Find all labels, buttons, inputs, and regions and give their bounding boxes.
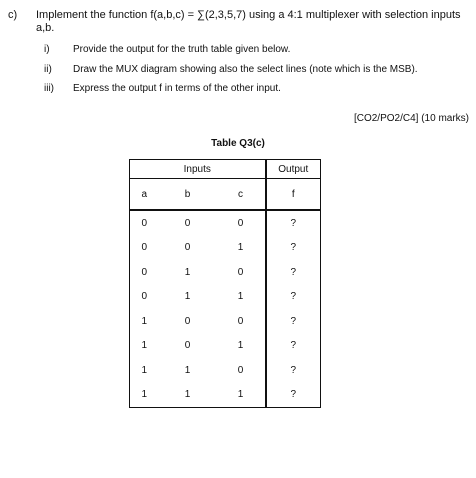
- cell-f: ?: [266, 260, 321, 285]
- subpart-1-text: Provide the output for the truth table given below.: [73, 44, 291, 55]
- cell-f: ?: [266, 358, 321, 383]
- cell-c: 0: [237, 217, 244, 229]
- cell-c: 0: [237, 266, 244, 278]
- table-row: [130, 358, 321, 383]
- cell-a: 1: [130, 334, 159, 359]
- truth-table: [129, 159, 321, 408]
- cell-f: ?: [266, 334, 321, 359]
- cell-f: ?: [266, 383, 321, 408]
- cell-c: 0: [237, 364, 244, 376]
- cell-a: 0: [130, 236, 159, 261]
- truth-table-body: [130, 210, 321, 408]
- cell-a: 1: [130, 383, 159, 408]
- column-header-a: a: [130, 179, 159, 211]
- cell-f: ?: [266, 309, 321, 334]
- cell-c: 1: [237, 291, 244, 303]
- marks-label: [CO2/PO2/C4] (10 marks): [353, 113, 469, 124]
- table-row: [130, 285, 321, 310]
- cell-c: 1: [217, 383, 266, 408]
- cell-b: 1: [184, 364, 191, 376]
- cell-b: 1: [184, 291, 191, 303]
- cell-a: 0: [130, 260, 159, 285]
- table-row: [130, 309, 321, 334]
- cell-c: 1: [237, 340, 244, 352]
- table-row: [130, 260, 321, 285]
- column-header-b: b: [159, 179, 217, 211]
- subpart-3-text: Express the output f in terms of the other input.: [73, 83, 281, 94]
- cell-f: ?: [266, 210, 321, 236]
- inputs-group-header: Inputs: [130, 160, 266, 179]
- table-row: [130, 383, 321, 408]
- table-row: [130, 210, 321, 236]
- cell-a: 0: [130, 210, 159, 236]
- table-row: [130, 334, 321, 359]
- cell-b: 0: [184, 315, 191, 327]
- cell-b: 1: [159, 383, 217, 408]
- subpart-1-number: i): [44, 44, 50, 55]
- cell-f: ?: [266, 285, 321, 310]
- cell-c: 1: [237, 242, 244, 254]
- subpart-3-number: iii): [44, 83, 54, 94]
- cell-b: 0: [184, 340, 191, 352]
- subpart-2-text: Draw the MUX diagram showing also the select lines (note which is the MSB).: [73, 64, 418, 75]
- table-caption: Table Q3(c): [211, 138, 265, 149]
- subpart-2-number: ii): [44, 64, 52, 75]
- question-text-line1: Implement the function f(a,b,c) = ∑(2,3,5,7) using a 4:1 multiplexer with selection inputs: [36, 9, 461, 21]
- question-label: c): [8, 9, 18, 21]
- column-header-f: f: [266, 179, 321, 211]
- question-text-line2: a,b.: [36, 22, 55, 34]
- cell-b: 1: [184, 266, 191, 278]
- cell-a: 1: [130, 309, 159, 334]
- cell-a: 0: [130, 285, 159, 310]
- cell-b: 0: [184, 217, 191, 229]
- cell-c: 0: [237, 315, 244, 327]
- table-row: [130, 236, 321, 261]
- column-header-c: c: [217, 179, 266, 211]
- cell-f: ?: [266, 236, 321, 261]
- output-group-header: Output: [266, 160, 321, 179]
- cell-a: 1: [130, 358, 159, 383]
- cell-b: 0: [184, 242, 191, 254]
